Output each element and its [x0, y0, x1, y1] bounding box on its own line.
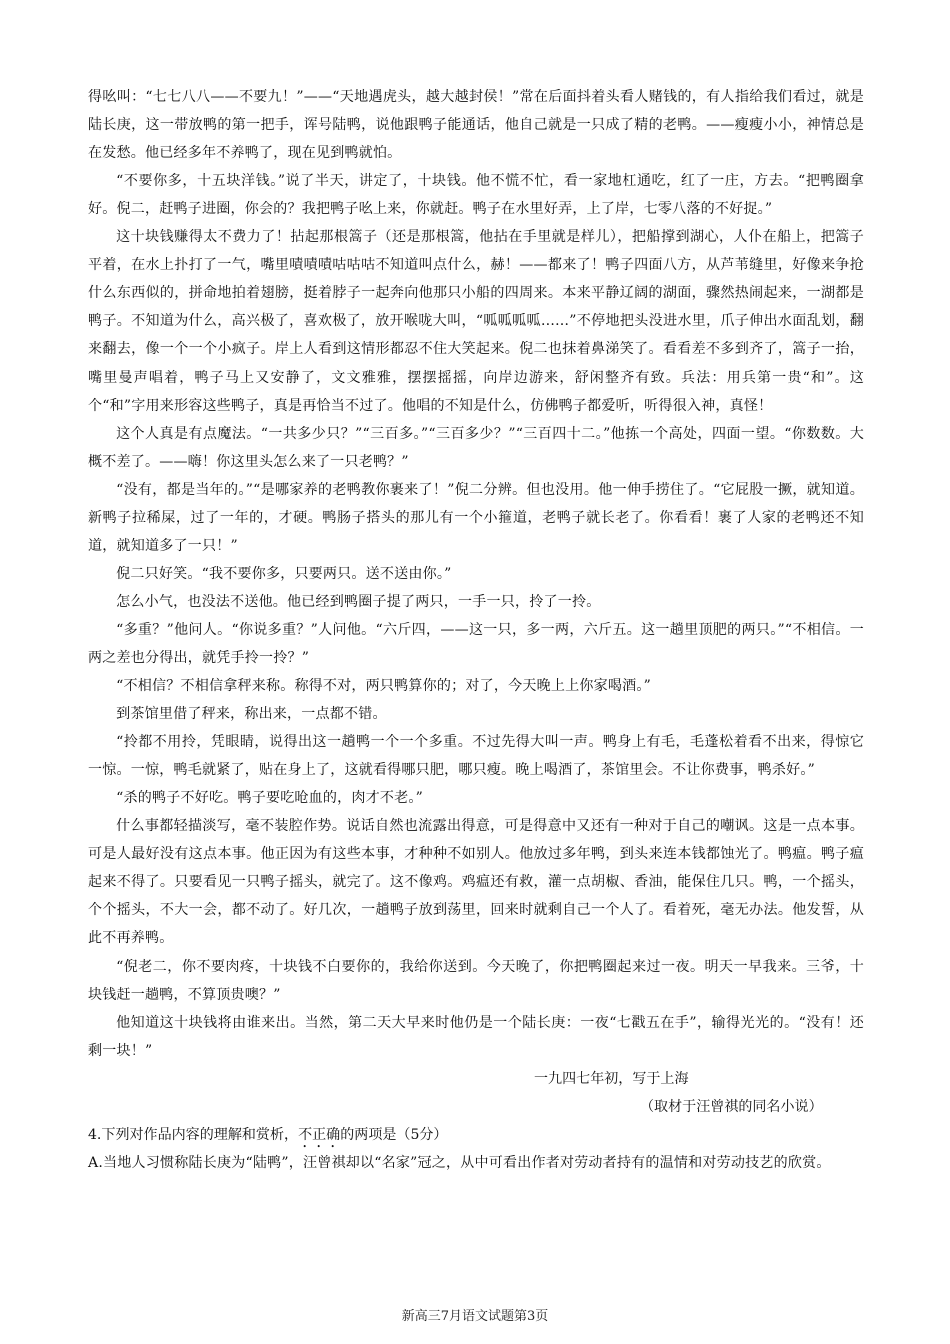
question-stem-emphasis: 不正确 — [298, 1127, 341, 1144]
question-stem-prefix: 4.下列对作品内容的理解和赏析， — [88, 1127, 299, 1144]
passage-paragraph-10: 到茶馆里借了秤来，称出来，一点都不错。 — [116, 706, 387, 722]
page-footer: 新高三7月语文试题第3页 — [401, 1309, 549, 1324]
passage-paragraph-1: 得吆叫：“七七八八——不要九！”——“天地遇虎头，越大越封侯！”常在后面抖着头看人赌钱的，有人指给我们看过，就是陆长庚，这一带放鸭的第一把手，诨号陆鸭，说他跟鸭子能通话，他自己就是一只成了精的老鸭。——瘦瘦小小，神情总是在发愁。他已经多年不养鸭了，现在见到鸭就怕。 — [88, 89, 864, 162]
signature-date-place: 一九四七年初，写于上海 — [534, 1071, 689, 1087]
passage-paragraph-9: “不相信？不相信拿秤来称。称得不对，两只鸭算你的；对了，今天晚上上你家喝酒。” — [116, 678, 651, 694]
passage-paragraph-12: “杀的鸭子不好吃。鸭子要吃呛血的，肉才不老。” — [116, 790, 424, 806]
question-stem-suffix: 的两项是（5分） — [340, 1127, 448, 1144]
passage-paragraph-13: 什么事都轻描淡写，毫不装腔作势。说话自然也流露出得意，可是得意中又还有一种对于自己的嘲讽。这是一点本事。可是人最好没有这点本事。他正因为有这些本事，才种种不如别人。他放过多年鸭，到头来连本钱都蚀光了。鸭瘟。鸭子瘟起来不得了。只要看见一只鸭子摇头，就完了。这不像鸡。鸡瘟还有救，灌一点胡椒、香油，能保住几只。鸭，一个摇头，个个摇头，不大一会，都不动了。好几次，一趟鸭子放到荡里，回来时就剩自己一个人了。看着死，毫无办法。他发誓，从此不再养鸭。 — [88, 818, 864, 947]
passage-paragraph-6: 倪二只好笑。“我不要你多，只要两只。送不送由你。” — [116, 566, 452, 582]
question-4-option-a: A.当地人习惯称陆长庚为“陆鸭”，汪曾祺却以“名家”冠之，从中可看出作者对劳动者持有的温情和对劳动技艺的欣赏。 — [88, 1155, 831, 1172]
signature-source: （取材于汪曾祺的同名小说） — [640, 1099, 823, 1116]
passage-paragraph-7: 怎么小气，也没法不送他。他已经到鸭圈子提了两只，一手一只，拎了一拎。 — [116, 594, 601, 610]
passage-paragraph-15: 他知道这十块钱将由谁来出。当然，第二天大早来时他仍是一个陆长庚：一夜“七戳五在手”，输得光光的。“没有！还剩一块！” — [88, 1015, 864, 1060]
passage-paragraph-14: “倪老二，你不要肉疼，十块钱不白要你的，我给你送到。今天晚了，你把鸭圈起来过一夜。明天一早我来。三爷，十块钱赶一趟鸭，不算顶贵噢？” — [88, 959, 864, 1004]
passage-paragraph-3: 这十块钱赚得太不费力了！拈起那根篙子（还是那根篙，他拈在手里就是样儿），把船撑到湖心，人仆在船上，把篙子平着，在水上扑打了一气，嘴里嘖嘖嘖咕咕咕不知道叫点什么，赫！——都来了！鸭子四面八方，从芦苇缝里，好像来争抢什么东西似的，拼命地拍着翅膀，挺着脖子一起奔向他那只小船的四周来。本来平静辽阔的湖面，骤然热闹起来，一湖都是鸭子。不知道为什么，高兴极了，喜欢极了，放开喉咙大叫，“呱呱呱呱……”不停地把头没进水里，爪子伸出水面乱划，翻来翻去，像一个一个小疯子。岸上人看到这情形都忍不住大笑起来。倪二也抹着鼻涕笑了。看看差不多到齐了，篙子一抬，嘴里曼声唱着，鸭子马上又安静了，文文雅雅，摆摆摇摇，向岸边游来，舒闲整齐有致。兵法：用兵第一贵“和”。这个“和”字用来形容这些鸭子，真是再恰当不过了。他唱的不知是什么，仿佛鸭子都爱听，听得很入神，真怪！ — [88, 229, 864, 414]
question-4-stem — [88, 1121, 447, 1151]
passage-paragraph-5: “没有，都是当年的。”“是哪家养的老鸭教你裹来了！”倪二分辨。但也没用。他一伸手捞住了。“它屁股一撅，就知道。新鸭子拉稀屎，过了一年的，才硬。鸭肠子搭头的那儿有一个小箍道，老鸭子就长老了。你看看！裹了人家的老鸭还不知道，就知道多了一只！” — [88, 482, 864, 555]
passage-paragraph-2: “不要你多，十五块洋钱。”说了半天，讲定了，十块钱。他不慌不忙，看一家地杠通吃，红了一庄，方去。“把鸭圈拿好。倪二，赶鸭子进圈，你会的？我把鸭子吆上来，你就赶。鸭子在水里好弄，上了岸，七零八落的不好捉。” — [88, 173, 864, 218]
passage-paragraph-8: “多重？”他问人。“你说多重？”人问他。“六斤四，——这一只，多一两，六斤五。这一趟里顶肥的两只。”“不相信。一两之差也分得出，就凭手拎一拎？” — [88, 622, 864, 667]
passage-paragraph-4: 这个人真是有点魔法。“一共多少只？”“三百多。”“三百多少？”“三百四十二。”他拣一个高处，四面一望。“你数数。大概不差了。——嗨！你这里头怎么来了一只老鸭？” — [88, 426, 864, 471]
passage-paragraph-11: “拎都不用拎，凭眼睛，说得出这一趟鸭一个一个多重。不过先得大叫一声。鸭身上有毛，毛蓬松着看不出来，得惊它一惊。一惊，鸭毛就紧了，贴在身上了，这就看得哪只肥，哪只瘦。晚上喝酒了，茶馆里会。不让你费事，鸭杀好。” — [88, 734, 864, 779]
